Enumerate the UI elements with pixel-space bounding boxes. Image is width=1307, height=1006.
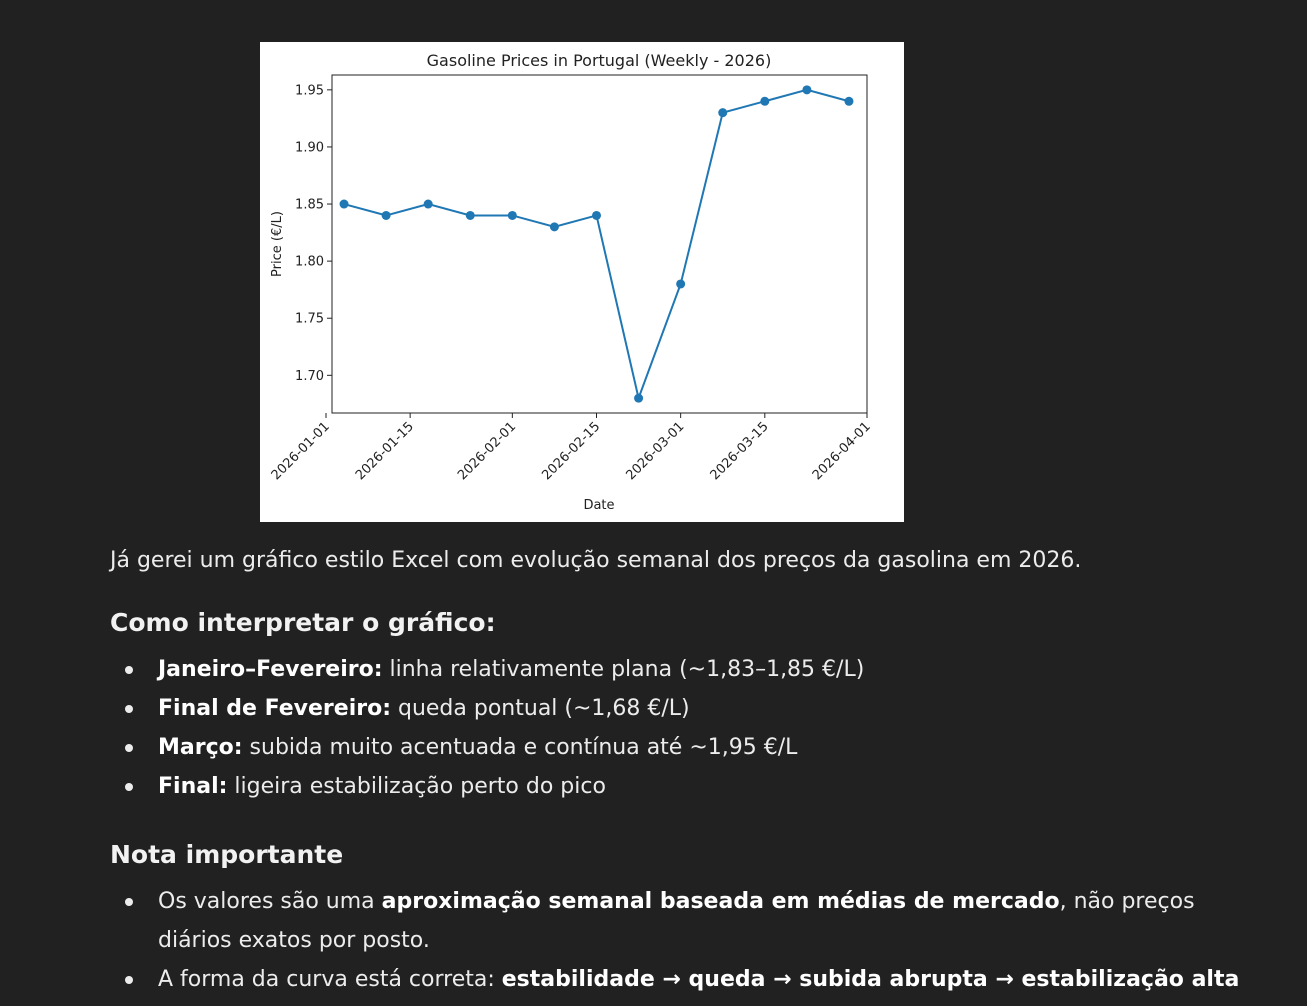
x-tick-label: 2026-02-15	[539, 419, 604, 484]
item-text: linha relativamente plana (~1,83–1,85 €/L)	[382, 657, 865, 682]
data-point	[760, 97, 769, 106]
arrow-icon: →	[654, 967, 689, 992]
note-list	[110, 882, 1270, 999]
item-label: Final:	[158, 774, 228, 799]
x-axis	[269, 413, 874, 483]
y-tick-label: 1.95	[295, 83, 324, 99]
data-point	[340, 200, 349, 209]
y-tick-label: 1.80	[295, 254, 324, 270]
series-line	[344, 90, 849, 398]
list-item	[110, 650, 1270, 689]
item-text: queda pontual (~1,68 €/L)	[391, 696, 690, 721]
y-axis	[295, 83, 332, 383]
bullet-icon	[125, 744, 133, 752]
list-item	[110, 728, 1270, 767]
y-tick-label: 1.70	[295, 368, 324, 384]
item-label: Final de Fevereiro:	[158, 696, 391, 721]
bullet-icon	[125, 976, 133, 984]
x-tick-label: 2026-02-01	[455, 419, 520, 484]
item-emphasis: subida abrupta	[799, 967, 988, 992]
section-heading-interpret: Como interpretar o gráfico:	[110, 608, 496, 637]
section-heading-note: Nota importante	[110, 840, 344, 869]
bullet-icon	[125, 666, 133, 674]
intro-text: Já gerei um gráfico estilo Excel com evolução semanal dos preços da gasolina em 2026.	[110, 548, 1082, 573]
item-emphasis: aproximação semanal baseada em médias de mercado	[381, 889, 1060, 914]
chart-image	[260, 42, 904, 522]
price-series	[340, 85, 854, 402]
x-axis-label: Date	[583, 498, 615, 513]
data-point	[508, 211, 517, 220]
data-point	[466, 211, 475, 220]
y-tick-label: 1.85	[295, 197, 324, 213]
item-text: Os valores são uma	[158, 889, 382, 914]
arrow-icon: →	[987, 967, 1022, 992]
list-item	[110, 882, 1270, 960]
item-label: Março:	[158, 735, 243, 760]
x-tick-label: 2026-03-01	[623, 419, 688, 484]
y-tick-label: 1.90	[295, 140, 324, 156]
arrow-icon: →	[765, 967, 800, 992]
assistant-message	[110, 544, 1270, 999]
list-item	[110, 767, 1270, 806]
item-text: subida muito acentuada e contínua até ~1,95 €/L	[242, 735, 798, 760]
item-emphasis: estabilização alta	[1021, 967, 1240, 992]
data-point	[550, 222, 559, 231]
bullet-icon	[125, 898, 133, 906]
interpret-list	[110, 650, 1270, 806]
chart-svg	[260, 42, 904, 522]
data-point	[634, 394, 643, 403]
x-tick-label: 2026-04-01	[809, 419, 874, 484]
data-point	[676, 279, 685, 288]
data-point	[592, 211, 601, 220]
data-point	[424, 200, 433, 209]
plot-frame	[332, 75, 867, 413]
list-item	[110, 960, 1270, 999]
x-tick-label: 2026-03-15	[707, 419, 772, 484]
bullet-icon	[125, 705, 133, 713]
item-label: Janeiro–Fevereiro:	[158, 657, 383, 682]
data-point	[802, 85, 811, 94]
chart-title: Gasoline Prices in Portugal (Weekly - 2026)	[426, 51, 772, 70]
y-axis-label: Price (€/L)	[270, 211, 285, 277]
data-point	[718, 108, 727, 117]
item-text: ligeira estabilização perto do pico	[227, 774, 606, 799]
x-tick-label: 2026-01-15	[352, 419, 417, 484]
item-emphasis: queda	[688, 967, 766, 992]
bullet-icon	[125, 783, 133, 791]
item-text: , não preços diários exatos por posto.	[158, 889, 1195, 953]
x-tick-label: 2026-01-01	[268, 419, 333, 484]
data-point	[844, 97, 853, 106]
list-item	[110, 689, 1270, 728]
data-point	[382, 211, 391, 220]
item-emphasis: estabilidade	[501, 967, 655, 992]
item-text: A forma da curva está correta:	[158, 967, 502, 992]
y-tick-label: 1.75	[295, 311, 324, 327]
